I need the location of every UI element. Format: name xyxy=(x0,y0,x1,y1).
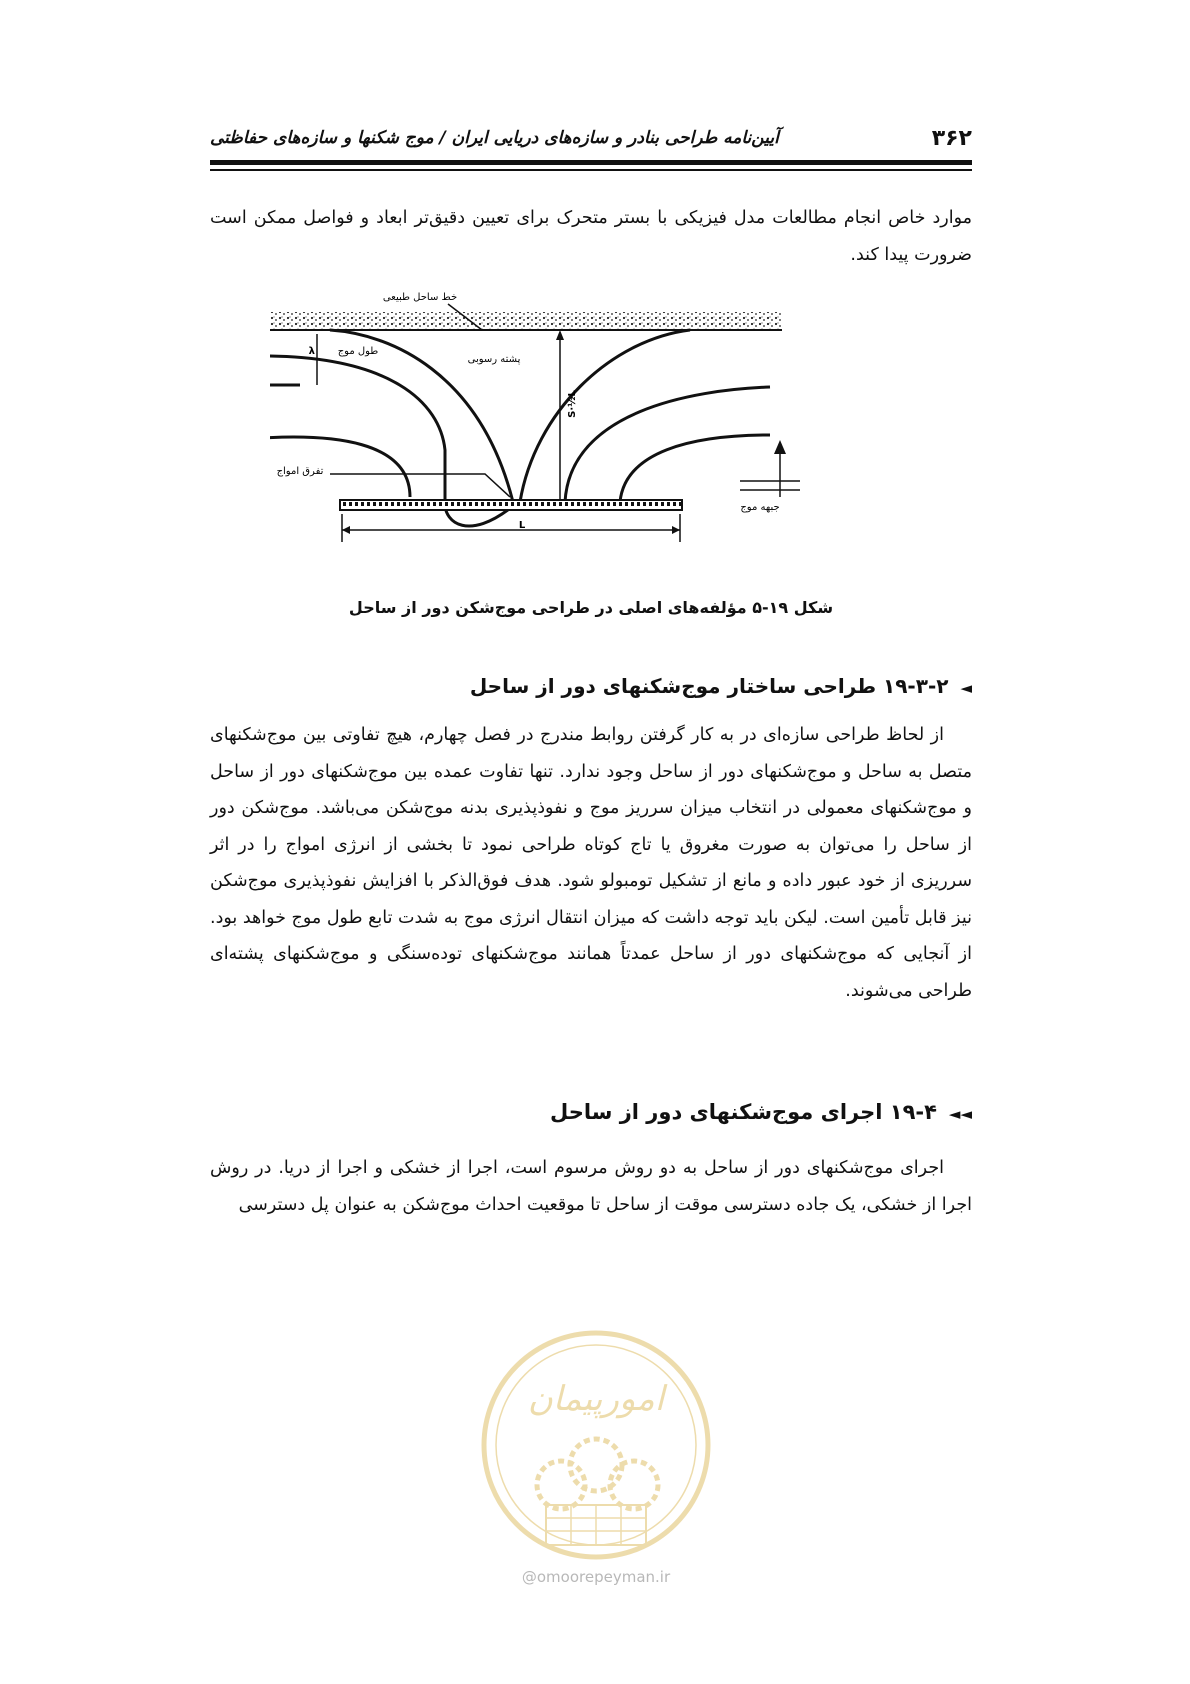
wave-crest-right-3 xyxy=(620,435,770,502)
wave-crest-right-2 xyxy=(565,387,770,502)
section-heading-2 xyxy=(550,1100,972,1124)
section-heading-1 xyxy=(470,674,972,698)
lambda-label: λ xyxy=(308,346,315,357)
shoreline-label: خط ساحل طبیعی xyxy=(382,292,458,303)
section-title-2: ۱۹-۴ اجرای موج‌شکنهای دور از ساحل xyxy=(549,1100,937,1124)
length-arrow-left xyxy=(342,526,350,534)
figure-caption: شکل ۱۹-۵ مؤلفه‌های اصلی در طراحی موج‌شکن دور از ساحل xyxy=(348,598,834,617)
wavelength-label: طول موج xyxy=(337,346,379,357)
sand-band xyxy=(270,312,782,330)
watermark-url: @omoorepeyman.ir xyxy=(521,1568,671,1586)
watermark-seal xyxy=(476,1325,716,1565)
intro-paragraph: موارد خاص انجام مطالعات مدل فیزیکی با بستر متحرک برای تعیین دقیق‌تر ابعاد و فواصل ممکن است ضرورت پیدا کند. xyxy=(210,208,972,265)
wave-crest-right-1 xyxy=(520,330,690,502)
header-rule-thin xyxy=(210,169,972,171)
breakwater-figure xyxy=(270,292,870,592)
section-2-body: اجرای موج‌شکنهای دور از ساحل به دو روش مرسوم است، اجرا از خشکی و اجرا از دریا. در روش اجرا از خشکی، یک جاده دسترسی موقت از ساحل تا موقعیت احداث موج‌شکن به عنوان پل دسترسی xyxy=(210,1158,972,1215)
section-marker-2: ◄◄ xyxy=(948,1105,972,1123)
length-arrow-right xyxy=(672,526,680,534)
wave-direction-arrow xyxy=(774,440,786,454)
distance-label: S·½L xyxy=(567,390,578,418)
length-label: L xyxy=(518,520,526,531)
distance-arrow-top xyxy=(556,330,564,340)
diffraction-leader xyxy=(330,474,510,497)
breakwater-diagram xyxy=(270,292,870,592)
diffraction-label: تفرق امواج xyxy=(276,466,324,477)
watermark-logo xyxy=(476,1325,716,1565)
breakwater-body xyxy=(340,500,682,510)
section-title-1: ۱۹-۳-۲ طراحی ساختار موج‌شکنهای دور از ساحل xyxy=(469,674,949,698)
section-1-body: از لحاظ طراحی سازه‌ای در به کار گرفتن روابط مندرج در فصل چهارم، هیچ تفاوتی بین موج‌شکنهای متصل به ساحل و موج‌شکنهای دور از ساحل وجود ندارد. تنها تفاوت عمده بین موج‌شکنهای دور از ساحل و موج‌شکنهای معمولی در انتخاب میزان سرریز موج و نفوذپذیری بدنه موج‌شکن می‌باشد. موج‌شکن دور از ساحل را می‌توان به صورت مغروق یا تاج کوتاه طراحی نمود تا بخشی از انرژی امواج را در اثر سرریزی از خود عبور داده و مانع از تشکیل تومبولو شود. هدف فوق‌الذکر با افزایش نفوذپذیری موج‌شکن نیز قابل تأمین است. لیکن باید توجه داشت که میزان انتقال انرژی موج به شدت تابع طول موج خواهد بود. از آنجایی که موج‌شکنهای دور از ساحل عمدتاً همانند موج‌شکنهای توده‌سنگی و موج‌شکنهای پشته‌ای طراحی می‌شوند. xyxy=(210,725,972,1001)
salient-label: پشته رسوبی xyxy=(467,354,521,365)
svg-text:امورپیمان: امورپیمان xyxy=(527,1379,665,1419)
header-rule-thick xyxy=(210,160,972,165)
running-title: آیین‌نامه طراحی بنادر و سازه‌های دریایی ایران / موج شکنها و سازه‌های حفاظتی xyxy=(210,128,779,148)
page-header xyxy=(210,120,972,160)
wave-front-label: جبهه موج xyxy=(740,502,780,513)
section-marker-1: ◄ xyxy=(960,679,972,697)
page-number: ۳۶۲ xyxy=(931,126,972,151)
